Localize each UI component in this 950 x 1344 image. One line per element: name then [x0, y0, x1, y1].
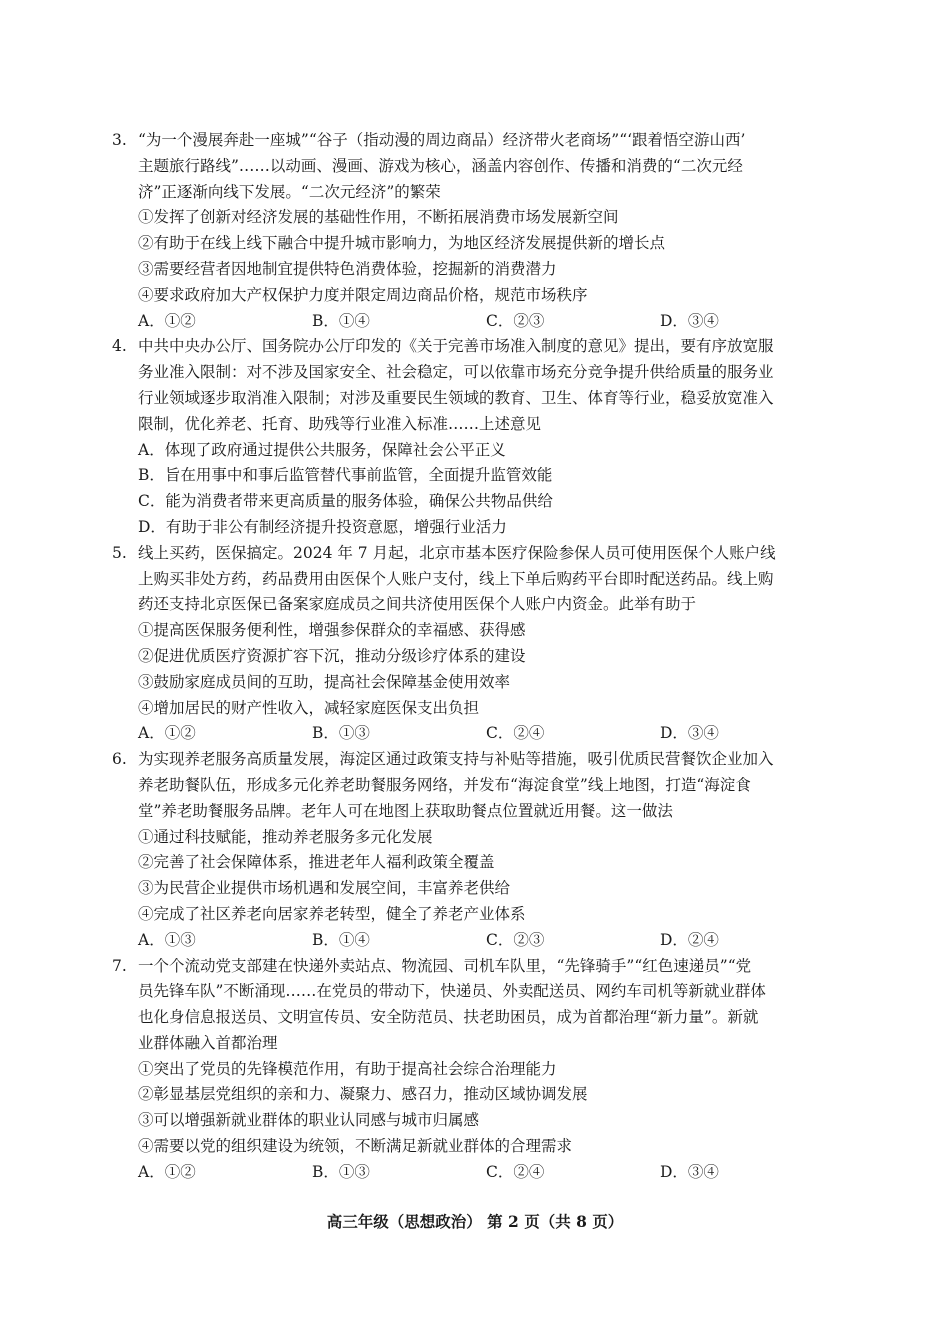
choice-d[interactable]: D．有助于非公有制经济提升投资意愿，增强行业活力 [138, 517, 507, 536]
answer-choices [138, 928, 847, 954]
statement: ①通过科技赋能，推动养老服务多元化发展 [138, 827, 433, 846]
stem-line: 主题旅行路线”……以动画、漫画、游戏为核心，涵盖内容创作、传播和消费的“二次元经 [138, 156, 743, 175]
stem-line: 一个个流动党支部建在快递外卖站点、物流园、司机车队里，“先锋骑手”“红色速递员”“党 [138, 956, 752, 975]
choice-c[interactable]: C．②④ [486, 1162, 545, 1181]
choice-d[interactable]: D．③④ [660, 311, 719, 330]
choice-a[interactable]: A．①② [138, 724, 196, 743]
stem-line: 中共中央办公厅、国务院办公厅印发的《关于完善市场准入制度的意见》提出，要有序放宽服 [138, 337, 774, 356]
question-number: 4. [112, 337, 127, 356]
stem-line: 堂”养老助餐服务品牌。老年人可在地图上获取助餐点位置就近用餐。这一做法 [138, 801, 673, 820]
statement: ②完善了社会保障体系，推进老年人福利政策全覆盖 [138, 853, 495, 872]
question-list [112, 128, 847, 1186]
statement: ④完成了社区养老向居家养老转型，健全了养老产业体系 [138, 904, 526, 923]
choice-d[interactable]: D．③④ [660, 724, 719, 743]
statement: ②有助于在线上线下融合中提升城市影响力，为地区经济发展提供新的增长点 [138, 234, 666, 253]
stem-line: 员先锋车队”不断涌现……在党员的带动下，快递员、外卖配送员、网约车司机等新就业群体 [138, 982, 766, 1001]
statement: ③可以增强新就业群体的职业认同感与城市归属感 [138, 1111, 480, 1130]
stem-line: “为一个漫展奔赴一座城”“谷子（指动漫的周边商品）经济带火老商场”“‘跟着悟空游山西’ [138, 131, 746, 149]
question-5 [112, 541, 847, 747]
statement: ④要求政府加大产权保护力度并限定周边商品价格，规范市场秩序 [138, 285, 588, 304]
statement: ①发挥了创新对经济发展的基础性作用，不断拓展消费市场发展新空间 [138, 208, 619, 227]
choice-d[interactable]: D．②④ [660, 930, 719, 949]
choice-b[interactable]: B．旨在用事中和事后监管替代事前监管，全面提升监管效能 [138, 466, 553, 485]
choice-b[interactable]: B．①③ [312, 1162, 370, 1181]
choice-c[interactable]: C．②③ [486, 930, 545, 949]
question-stem [138, 747, 847, 824]
question-7 [112, 954, 847, 1186]
statement: ④需要以党的组织建设为统领，不断满足新就业群体的合理需求 [138, 1137, 573, 1156]
choice-c[interactable]: C．②④ [486, 724, 545, 743]
stem-line: 上购买非处方药，药品费用由医保个人账户支付，线上下单后购药平台即时配送药品。线上购 [138, 569, 774, 588]
question-3 [112, 128, 847, 334]
stem-line: 行业领域逐步取消准入限制；对涉及重要民生领域的教育、卫生、体育等行业，稳妥放宽准入 [138, 388, 774, 407]
choice-c[interactable]: C．能为消费者带来更高质量的服务体验，确保公共物品供给 [138, 492, 553, 511]
choice-a[interactable]: A．体现了政府通过提供公共服务，保障社会公平正义 [138, 440, 506, 459]
statement: ③需要经营者因地制宜提供特色消费体验，挖掘新的消费潜力 [138, 259, 557, 278]
choice-b[interactable]: B．①④ [312, 930, 370, 949]
choice-c[interactable]: C．②③ [486, 311, 545, 330]
statement: ①提高医保服务便利性，增强参保群众的幸福感、获得感 [138, 621, 526, 640]
question-number: 3. [112, 131, 127, 149]
question-stem [138, 954, 847, 1057]
choice-a[interactable]: A．①③ [138, 930, 196, 949]
question-number: 5. [112, 543, 127, 562]
question-stem [138, 541, 847, 618]
stem-line: 业群体融入首都治理 [138, 1033, 278, 1052]
answer-choices [138, 721, 847, 747]
question-stem [138, 334, 847, 437]
stem-line: 也化身信息报送员、文明宣传员、安全防范员、扶老助困员，成为首都治理“新力量”。新就 [138, 1008, 759, 1027]
choice-b[interactable]: B．①③ [312, 724, 370, 743]
question-4 [112, 334, 847, 540]
question-stem [138, 128, 847, 205]
statement: ④增加居民的财产性收入，减轻家庭医保支出负担 [138, 698, 480, 717]
answer-choices [138, 309, 847, 335]
stem-line: 线上买药，医保搞定。2024 年 7 月起，北京市基本医疗保险参保人员可使用医保个人账户线 [138, 543, 776, 562]
page-footer: 高三年级（思想政治） 第 2 页（共 8 页） [326, 1212, 624, 1231]
choice-a[interactable]: A．①② [138, 311, 196, 330]
choice-a[interactable]: A．①② [138, 1162, 196, 1181]
stem-line: 为实现养老服务高质量发展，海淀区通过政策支持与补贴等措施，吸引优质民营餐饮企业加入 [138, 750, 774, 769]
answer-choices [138, 1160, 847, 1186]
statement: ③为民营企业提供市场机遇和发展空间，丰富养老供给 [138, 879, 511, 898]
question-number: 7. [112, 956, 127, 975]
statement: ①突出了党员的先锋模范作用，有助于提高社会综合治理能力 [138, 1059, 557, 1078]
stem-line: 限制，优化养老、托育、助残等行业准入标准……上述意见 [138, 414, 542, 433]
stem-line: 济”正逐渐向线下发展。“二次元经济”的繁荣 [138, 182, 441, 201]
statement: ②促进优质医疗资源扩容下沉，推动分级诊疗体系的建设 [138, 646, 526, 665]
choice-b[interactable]: B．①④ [312, 311, 370, 330]
statement: ③鼓励家庭成员间的互助，提高社会保障基金使用效率 [138, 672, 511, 691]
choice-d[interactable]: D．③④ [660, 1162, 719, 1181]
stem-line: 务业准入限制：对不涉及国家安全、社会稳定，可以依靠市场充分竞争提升供给质量的服务业 [138, 363, 774, 382]
question-6 [112, 747, 847, 953]
stem-line: 药还支持北京医保已备案家庭成员之间共济使用医保个人账户内资金。此举有助于 [138, 595, 697, 614]
stem-line: 养老助餐队伍，形成多元化养老助餐服务网络，并发布“海淀食堂”线上地图，打造“海淀食 [138, 775, 751, 794]
question-number: 6. [112, 750, 127, 769]
statement: ②彰显基层党组织的亲和力、凝聚力、感召力，推动区域协调发展 [138, 1085, 588, 1104]
